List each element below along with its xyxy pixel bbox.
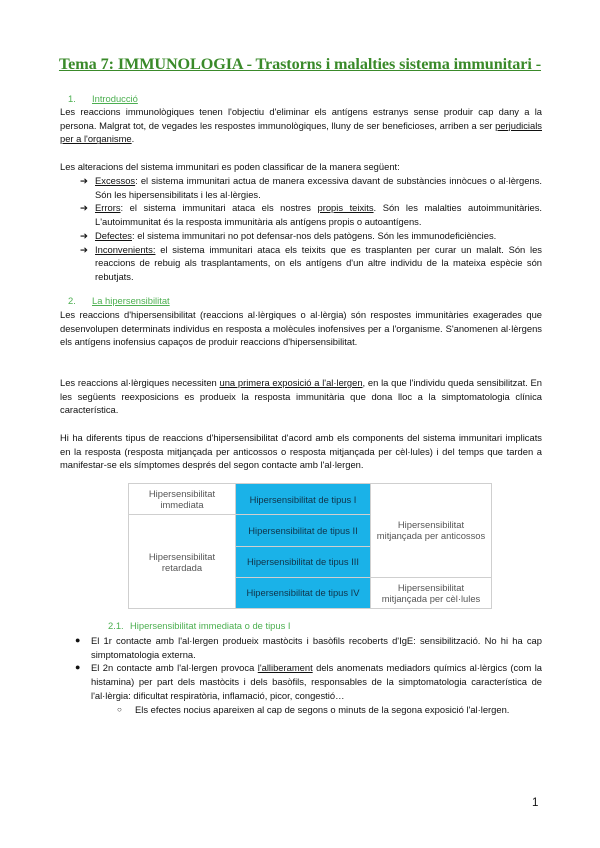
- para-text-end: , en la que l'individu queda sensibilitzat. En les següents reexposicions es produeix la resposta immunitària que dona lloc a la simptomatologia clínica característica.: [60, 377, 542, 416]
- item-term: Errors: [95, 202, 121, 214]
- subsection-title: Hipersensibilitat immediata o de tipus I: [130, 620, 291, 631]
- cell-tipus-3: Hipersensibilitat de tipus III: [236, 546, 371, 577]
- intro-underlined: perjudicials per a l'organisme: [60, 119, 542, 145]
- subsection-heading-tipus-1: [108, 620, 291, 631]
- bullet-icon: ●: [75, 662, 81, 673]
- item-text: El 2n contacte amb l'al·lergen provoca: [91, 662, 258, 674]
- tipus-1-list: [75, 634, 542, 703]
- item-text: : el sistema immunitari ataca els nostres: [120, 202, 318, 214]
- intro-text: Les reaccions immunològiques tenen l'objectiu d'eliminar els antígens estranys sense produir cap dany a la persona. Malgrat tot, de vegades les respostes immunològiques, lluny de ser beneficioses, arriben a ser: [60, 106, 542, 131]
- section-title: Introducció: [92, 93, 138, 104]
- arrow-icon: ➔: [80, 229, 88, 241]
- item-text: : el sistema immunitari actua de manera excessiva davant de substàncies innòcues o al·lèrgens. Són les hipersensibilitats i les al·lèrgies.: [95, 175, 542, 200]
- cell-tipus-2: Hipersensibilitat de tipus II: [236, 515, 371, 546]
- page-number: 1: [532, 797, 539, 809]
- section-heading-introduccio: [68, 93, 138, 104]
- section-title: La hipersensibilitat: [92, 295, 170, 306]
- cell-immediata: Hipersensibilitat immediata: [129, 484, 236, 515]
- arrow-icon: ➔: [80, 175, 88, 186]
- cell-tipus-1: Hipersensibilitat de tipus I: [236, 484, 371, 515]
- arrow-icon: ➔: [80, 202, 88, 214]
- hypersensitivity-definition: Les reaccions d'hipersensibilitat (reaccions al·lèrgiques o al·lèrgia) són respostes immunitàries exagerades que desenvolupen determinats individus en resposta a molècules inofensives per a l'organisme. S'anomenen al·lèrgens els antígens inofensius capaços de produir reaccions d'hipersensibilitat.: [60, 309, 542, 348]
- list-item-inconvenients: [80, 243, 542, 284]
- alterations-list: [80, 174, 542, 284]
- types-paragraph: Hi ha diferents tipus de reaccions d'hipersensibilitat d'acord amb els components del sistema immunitari implicats en la resposta (resposta mitjançada per anticossos o resposta mitjançada per cèl·lules) i del temps que tarden a manifestar-se els símptomes després del segon contacte amb l'al·lergen.: [60, 432, 542, 471]
- list-item-errors: [80, 201, 542, 228]
- list-item-defectes: [80, 229, 542, 243]
- item-term: Defectes: [95, 229, 132, 241]
- section-number: 2.: [68, 295, 76, 306]
- classification-intro: Les alteracions del sistema immunitari es poden classificar de la manera següent:: [60, 161, 400, 172]
- item-text-end: dels anomenats mediadors químics al·lèrgics (com la histamina) per part dels mastòcits i dels basòfils, responsables de la simptomatologia característica de l'al·lèrgia: dificultat respiratòria, inflamació, picor, congestió…: [91, 662, 542, 701]
- cell-anticossos: Hipersensibilitat mitjançada per anticossos: [371, 484, 492, 578]
- list-item-first-contact: [75, 634, 542, 661]
- para-text: Les reaccions al·lèrgiques necessiten: [60, 377, 220, 388]
- section-heading-hipersensibilitat: [68, 295, 170, 306]
- section-number: 1.: [68, 93, 76, 104]
- arrow-icon: ➔: [80, 243, 88, 255]
- intro-paragraph: [60, 105, 542, 146]
- cell-retardada: Hipersensibilitat retardada: [129, 515, 236, 609]
- para-underlined: una primera exposició a l'al·lergen: [219, 377, 363, 388]
- circle-bullet-icon: ○: [117, 705, 122, 714]
- item-underlined: propis teixits: [317, 202, 374, 214]
- item-text: el sistema immunitari ataca els teixits que es trasplanten per curar un malalt. Són les reaccions de rebuig als trasplantaments, on els antígens d'un altre individu de la mateixa espècie són rebutjats.: [95, 243, 542, 282]
- item-text: El 1r contacte amb l'al·lergen produeix mastòcits i basòfils recoberts d'IgE: sensibilització. No hi ha cap simptomatologia externa.: [91, 635, 542, 660]
- list-item-second-contact: [75, 661, 542, 702]
- list-item-excessos: [80, 174, 542, 201]
- item-underlined: l'alliberament: [257, 662, 313, 674]
- subsection-number: 2.1.: [108, 620, 124, 631]
- allergic-reactions-paragraph: [60, 376, 542, 417]
- item-term: Excessos: [95, 175, 136, 186]
- cell-cellules: Hipersensibilitat mitjançada per cèl·lules: [371, 577, 492, 608]
- item-text: : el sistema immunitari no pot defensar-nos dels patògens. Són les immunodeficiències.: [132, 229, 497, 241]
- cell-tipus-4: Hipersensibilitat de tipus IV: [236, 577, 371, 608]
- bullet-icon: ●: [75, 635, 81, 645]
- item-term: Inconvenients:: [95, 243, 156, 255]
- intro-end: .: [131, 133, 135, 145]
- sub-bullet-text: Els efectes nocius apareixen al cap de segons o minuts de la segona exposició l'al·lergen.: [135, 704, 510, 715]
- item-text-end: . Són les malalties autoimmunitàries. L'autoimmunitat és la resposta immunitària als antígens propis o autoantígens.: [95, 202, 542, 228]
- hypersensitivity-table: [128, 483, 492, 609]
- sub-bullet-effects: [117, 703, 560, 717]
- document-title: Tema 7: IMMUNOLOGIA - Trastorns i malalties sistema immunitari -: [58, 55, 542, 73]
